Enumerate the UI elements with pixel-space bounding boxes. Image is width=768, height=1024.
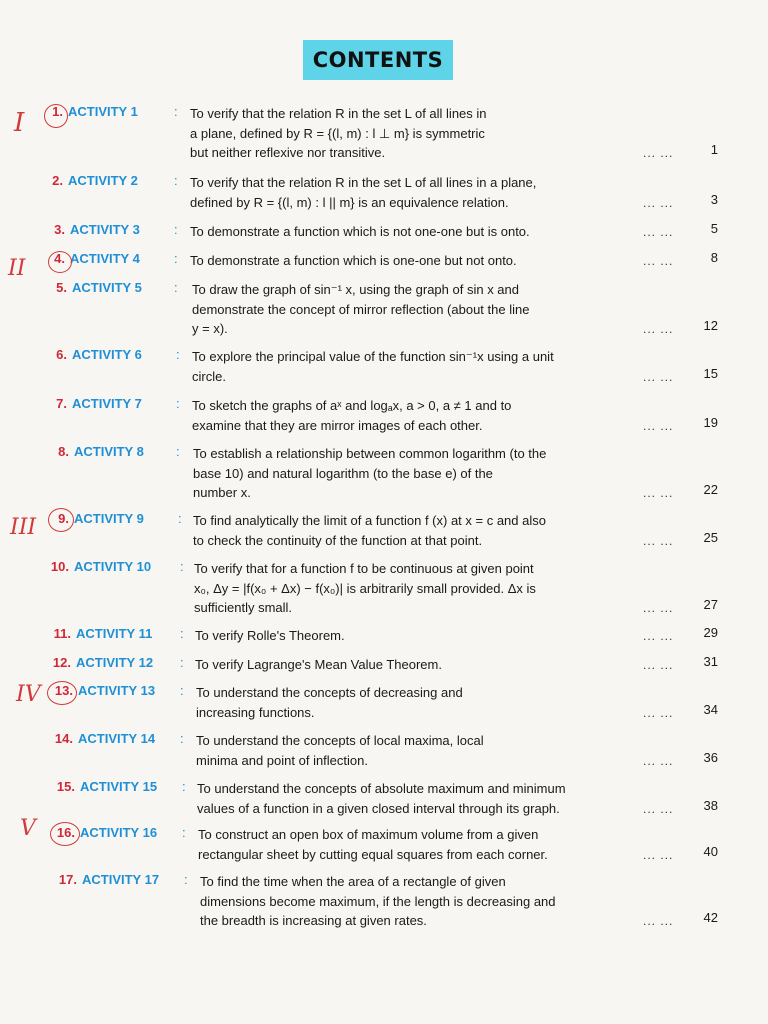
entry-number: 8. [58,444,69,459]
roman-mark-3: III [10,515,37,540]
entry-label[interactable]: ACTIVITY 4 [70,251,140,266]
entry-description-line: examine that they are mirror images of each other. [192,417,483,433]
circle-mark-1 [44,104,68,128]
entry-description-line: circle. [192,368,226,384]
page-number: 8 [710,250,718,265]
leader-dots: ... ... [643,195,674,210]
circle-mark-4 [48,251,72,273]
entry-separator: : [174,280,178,295]
circle-mark-9 [48,508,74,532]
entry-label[interactable]: ACTIVITY 3 [70,222,140,237]
entry-separator: : [176,347,180,362]
leader-dots: ... ... [643,418,674,433]
entry-description-line: To find the time when the area of a rectangle of given [200,874,506,889]
entry-description-line: To verify Lagrange's Mean Value Theorem. [195,657,442,672]
page-number: 38 [703,797,718,813]
entry-number: 2. [52,173,63,188]
entry-label[interactable]: ACTIVITY 11 [76,626,153,641]
leader-dots: ... ... [643,146,674,160]
entry-description-line: y = x). [192,321,228,336]
entry-description-line: minima and point of inflection. [196,752,368,768]
entry-description-line: To understand the concepts of absolute maximum and minimum [197,781,566,796]
circle-mark-13 [47,681,77,705]
entry-description-line: x₀, Δy = |f(x₀ + Δx) − f(x₀)| is arbitrarily small provided. Δx is [194,580,536,596]
entry-description-line: increasing functions. [196,704,315,720]
entry-separator: : [180,683,184,698]
leader-dots: ... ... [643,369,674,384]
entry-label[interactable]: ACTIVITY 13 [78,683,156,698]
entry-separator: : [174,173,178,188]
entry-separator: : [182,825,186,840]
entry-label[interactable]: ACTIVITY 6 [72,347,142,362]
entry-number: 15. [56,779,75,794]
entry-separator: : [174,251,178,266]
page-number: 25 [703,529,718,545]
entry-separator: : [176,396,180,411]
page-number: 5 [710,221,718,236]
entry-description-line: To verify that the relation R in the set L of all lines in a plane, [190,175,537,190]
leader-dots: ... ... [643,322,674,336]
entry-description-line: to check the continuity of the function at that point. [193,532,483,548]
entry-number: 7. [56,396,67,411]
page-number: 1 [710,142,718,157]
entry-description-line: To draw the graph of sin⁻¹ x, using the graph of sin x and [192,282,519,297]
entry-number: 17. [58,872,77,887]
entry-separator: : [180,559,184,574]
entry-separator: : [180,731,184,746]
entry-number: 1. [52,104,63,119]
page-number: 29 [703,625,718,640]
roman-mark-1: I [14,108,25,138]
entry-number: 5. [56,280,67,295]
roman-mark-4: IV [16,682,41,707]
leader-dots: ... ... [643,847,674,862]
entry-number: 11. [53,626,71,641]
leader-dots: ... ... [643,629,674,643]
entry-number: 10. [50,559,69,574]
leader-dots: ... ... [643,533,674,548]
entry-number: 4. [54,251,65,266]
page-title: CONTENTS [303,40,453,80]
entry-description-line: number x. [193,485,251,500]
page-number: 34 [703,701,718,717]
entry-number: 3. [54,222,65,237]
page-number: 42 [703,910,718,925]
entry-description-line: To understand the concepts of decreasing and [196,685,463,700]
entry-label[interactable]: ACTIVITY 15 [80,779,158,794]
roman-mark-2: II [8,256,26,281]
entry-label[interactable]: ACTIVITY 8 [74,444,144,459]
page-number: 36 [703,749,718,765]
entry-description-line: sufficiently small. [194,600,293,615]
entry-label[interactable]: ACTIVITY 17 [82,872,160,887]
entry-number: 6. [56,347,67,362]
circle-mark-16 [50,822,80,846]
entry-description-line: rectangular sheet by cutting equal squares from each corner. [198,846,548,862]
page-number: 3 [710,191,718,207]
page-number: 22 [703,482,718,497]
page-number: 27 [703,597,718,612]
leader-dots: ... ... [643,658,674,672]
entry-description-line: defined by R = {(l, m) : l || m} is an equivalence relation. [190,194,509,210]
entry-description-line: a plane, defined by R = {(l, m) : l ⊥ m} is symmetric [190,125,485,141]
entry-number: 12. [52,655,71,670]
entry-description-line: dimensions become maximum, if the length is decreasing and [200,893,556,909]
entry-label[interactable]: ACTIVITY 2 [68,173,138,188]
entry-label[interactable]: ACTIVITY 14 [78,731,156,746]
entry-description-line: To verify Rolle's Theorem. [195,628,345,643]
entry-separator: : [178,511,182,526]
entry-label[interactable]: ACTIVITY 1 [68,104,138,119]
entry-description-line: base 10) and natural logarithm (to the base e) of the [193,465,493,481]
entry-description-line: To demonstrate a function which is one-one but not onto. [190,253,517,268]
entry-separator: : [184,872,188,887]
page-number: 15 [703,365,718,381]
entry-separator: : [182,779,186,794]
leader-dots: ... ... [643,914,674,928]
leader-dots: ... ... [643,705,674,720]
entry-description-line: To verify that for a function f to be continuous at given point [194,561,534,576]
page-number: 40 [703,843,718,859]
entry-label[interactable]: ACTIVITY 10 [74,559,152,574]
leader-dots: ... ... [643,254,674,268]
entry-description-line: To find analytically the limit of a function f (x) at x = c and also [193,513,546,528]
leader-dots: ... ... [643,601,674,615]
entry-label[interactable]: ACTIVITY 12 [76,655,154,670]
entry-separator: : [176,444,180,459]
entry-description-line: values of a function in a given closed interval through its graph. [197,800,560,816]
entry-description-line: To understand the concepts of local maxima, local [196,733,484,748]
entry-number: 13. [54,683,73,698]
page-number: 19 [703,414,718,430]
leader-dots: ... ... [643,753,674,768]
entry-number: 16. [56,825,75,840]
entry-description-line: but neither reflexive nor transitive. [190,145,386,160]
entry-separator: : [174,104,178,119]
entry-number: 14. [54,731,73,746]
entry-description-line: the breadth is increasing at given rates. [200,913,427,928]
entry-description-line: To explore the principal value of the function sin⁻¹x using a unit [192,349,554,364]
entry-description-line: To establish a relationship between common logarithm (to the [193,446,547,461]
entry-separator: : [180,655,184,670]
entry-description-line: To verify that the relation R in the set L of all lines in [190,106,487,121]
roman-mark-5: V [20,816,36,841]
entry-label[interactable]: ACTIVITY 9 [74,511,144,526]
page-number: 12 [703,318,718,333]
entry-separator: : [180,626,184,641]
entry-label[interactable]: ACTIVITY 7 [72,396,142,411]
entry-description-line: demonstrate the concept of mirror reflection (about the line [192,301,530,317]
leader-dots: ... ... [643,801,674,816]
leader-dots: ... ... [643,486,674,500]
entry-description-line: To sketch the graphs of aˣ and logₐx, a > 0, a ≠ 1 and to [192,398,512,413]
entry-description-line: To construct an open box of maximum volume from a given [198,827,539,842]
page-number: 31 [703,654,718,669]
leader-dots: ... ... [643,225,674,239]
entry-number: 9. [58,511,69,526]
entry-description-line: To demonstrate a function which is not one-one but is onto. [190,224,530,239]
entry-label[interactable]: ACTIVITY 5 [72,280,142,295]
entry-label[interactable]: ACTIVITY 16 [80,825,158,840]
entry-separator: : [174,222,178,237]
